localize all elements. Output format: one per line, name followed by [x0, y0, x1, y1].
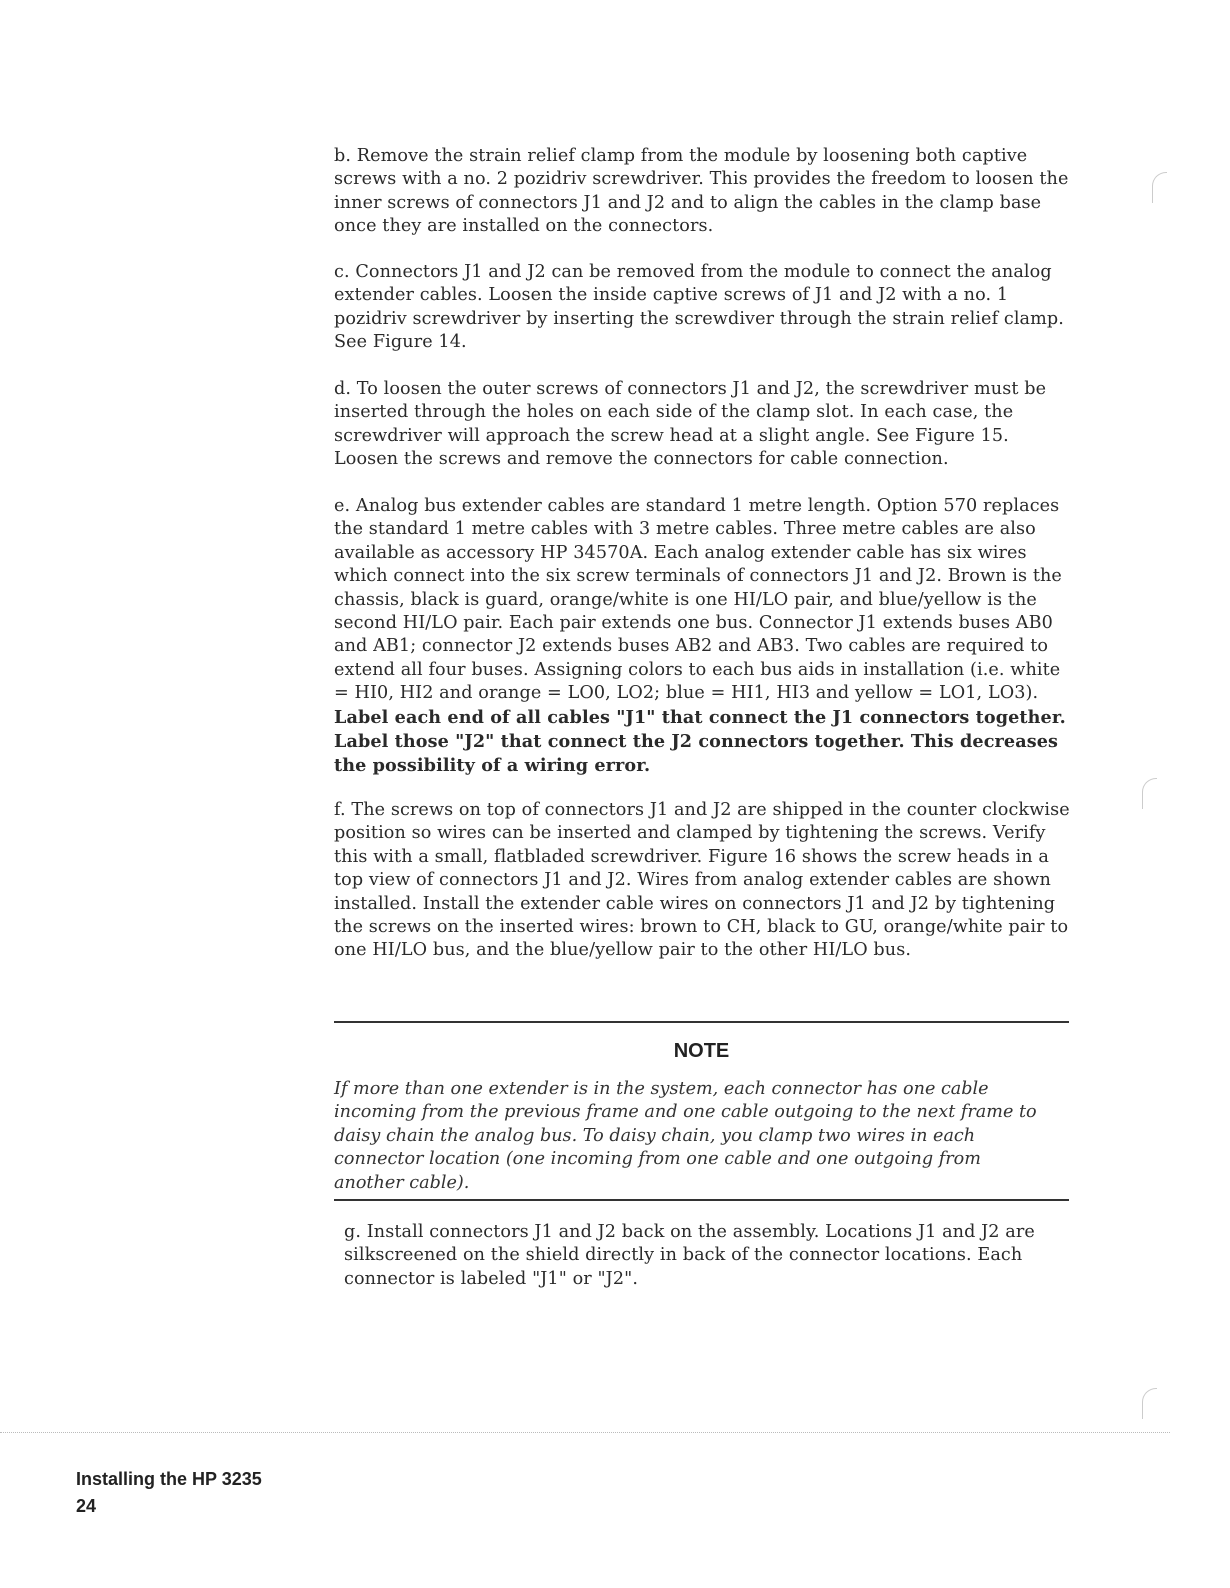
paragraph-f: f. The screws on top of connectors J1 and J2 are shipped in the counter clockwise position so wires can be inserted and clamped by tightening the screws. Verify this with a small, flatbladed screwdriver. Figure 16 shows the screw heads in a top view of connectors J1 and J2. Wires from analog extender cables are shown installed. Install the extender cable wires on connectors J1 and J2 by tightening the screws on the inserted wires: brown to CH, black to GU, orange/white pair to one HI/LO bus, and the blue/yellow pair to the other HI/LO bus.	[334, 800, 1070, 961]
page-divider	[0, 1432, 1170, 1433]
margin-mark	[1142, 1388, 1157, 1419]
margin-mark	[1142, 778, 1157, 809]
page-footer	[76, 1466, 262, 1520]
page-number: 24	[76, 1496, 97, 1516]
paragraph-g: g. Install connectors J1 and J2 back on the assembly. Locations J1 and J2 are silkscreened on the shield directly in back of the connector locations. Each connector is labeled "J1" or "J2".	[344, 1222, 1035, 1289]
paragraph-e-text: e. Analog bus extender cables are standard 1 metre length. Option 570 replaces the standard 1 metre cables with 3 metre cables. Three metre cables are also available as accessory HP 34570A. Each analog extender cable has six wires which connect into the six screw terminals of connectors J1 and J2. Brown is the chassis, black is guard, orange/white is one HI/LO pair, and blue/yellow is the second HI/LO pair. Each pair extends one bus. Connector J1 extends buses AB0 and AB1; connector J2 extends buses AB2 and AB3. Two cables are required to extend all four buses. Assigning colors to each bus aids in installation (i.e. white = HI0, HI2 and orange = LO0, LO2; blue = HI1, HI3 and yellow = LO1, LO3).	[334, 496, 1062, 704]
paragraph-e	[334, 495, 1076, 779]
paragraph-e-bold-text: Label each end of all cables "J1" that connect the J1 connectors together. Label those "J2" that connect the J2 connectors together. This decreases the possibility of a wiring error.	[334, 706, 1066, 777]
note-body: If more than one extender is in the system, each connector has one cable incoming from the previous frame and one cable outgoing to the next frame to daisy chain the analog bus. To daisy chain, you clamp two wires in each connector location (one incoming from one cable and one outgoing from another cable).	[334, 1079, 1037, 1193]
note-title: NOTE	[673, 1040, 730, 1062]
paragraph-d: d. To loosen the outer screws of connectors J1 and J2, the screwdriver must be inserted through the holes on each side of the clamp slot. In each case, the screwdriver will approach the screw head at a slight angle. See Figure 15. Loosen the screws and remove the connectors for cable connection.	[334, 379, 1047, 470]
paragraph-c: c. Connectors J1 and J2 can be removed from the module to connect the analog extender cables. Loosen the inside captive screws of J1 and J2 with a no. 1 pozidriv screwdriver by inserting the screwdiver through the strain relief clamp. See Figure 14.	[334, 262, 1064, 353]
note-bottom-rule	[334, 1199, 1069, 1201]
paragraph-b: b. Remove the strain relief clamp from the module by loosening both captive screws with a no. 2 pozidriv screwdriver. This provides the freedom to loosen the inner screws of connectors J1 and J2 and to align the cables in the clamp base once they are installed on the connectors.	[334, 146, 1069, 237]
margin-mark	[1152, 172, 1167, 203]
note-top-rule	[334, 1021, 1069, 1023]
footer-title: Installing the HP 3235	[76, 1469, 262, 1489]
